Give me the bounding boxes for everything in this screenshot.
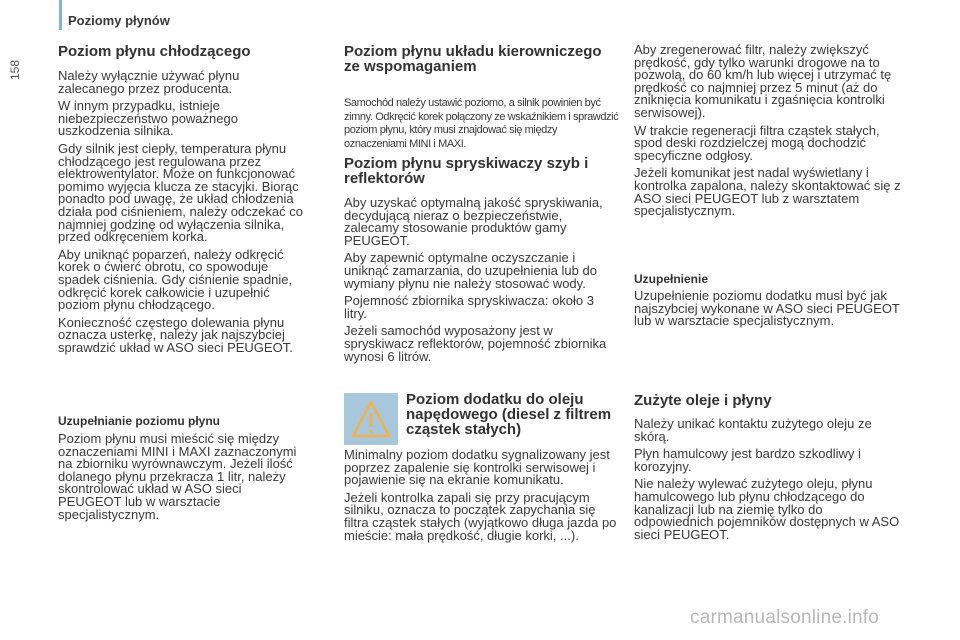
steering-title: Poziom płynu układu kierowniczego ze wspomaganiem [344, 43, 602, 75]
used-oils-title: Zużyte oleje i płyny [634, 392, 772, 409]
refill-title: Uzupełnianie poziomu płynu [58, 414, 220, 428]
topup-paragraph: Uzupełnienie poziomu dodatku musi być jak najszybciej wykonane w ASO sieci PEUGEOT lub w warsztacie specjalistycznym. [634, 288, 900, 329]
topup-section [634, 272, 902, 286]
coolant-paragraph: Gdy silnik jest ciepły, temperatura płynu chłodzącego jest regulowana przez elektrowentylator. Może on funkcjonować pomimo wyjęcia klucza ze stacyjki. Biorąc ponadto pod uwagę, że układ chłodzenia działa pod ciśnieniem, należy odczekać co najmniej godzinę od wyłączenia silnika, przed odkręceniem korka. [58, 140, 303, 245]
washer-paragraph: Pojemność zbiornika spryskiwacza: około 3 litry. [344, 293, 594, 321]
header-accent-bar [59, 0, 62, 30]
additive-paragraph: Jeżeli kontrolka zapali się przy pracującym silniku, oznacza to początek zapychania się filtra cząstek stałych (wyjątkowo długa jazda po mieście: mała prędkość, długie korki, ...). [344, 489, 617, 543]
regen-body [634, 44, 902, 223]
topup-body [634, 290, 902, 333]
coolant-paragraph: Aby uniknąć poparzeń, należy odkręcić korek o ćwierć obrotu, co spowoduje spadek ciśnienia. Gdy ciśnienie spadnie, odkręcić korek całkowicie i uzupełnić poziom płynu chłodzącego. [58, 246, 293, 313]
topup-title: Uzupełnienie [634, 272, 709, 286]
steering-section [344, 44, 619, 74]
coolant-section [58, 44, 303, 59]
page-header-title: Poziomy płynów [68, 13, 170, 28]
used-oils-section [634, 393, 902, 408]
refill-paragraph: Poziom płynu musi mieścić się między oznaczeniami MINI i MAXI zaznaczonymi na zbiorniku wyrównawczym. Jeżeli ilość dolanego płynu przekracza 1 litr, należy skontrolować układ w ASO sieci PEUGEOT lub w warsztacie specjalistycznym. [58, 431, 297, 522]
coolant-paragraph: Należy wyłącznie używać płynu zalecanego przez producenta. [58, 68, 240, 96]
used-oils-paragraph: Należy unikać kontaktu zużytego oleju ze skórą. [634, 416, 872, 444]
additive-paragraph: Minimalny poziom dodatku sygnalizowany jest poprzez zapalenie się kontrolki serwisowej i pojawienie się na ekranie komunikatu. [344, 447, 610, 488]
coolant-paragraph: W innym przypadku, istnieje niebezpieczeństwo poważnego uszkodzenia silnika. [58, 98, 238, 139]
steering-body [344, 97, 619, 156]
regen-paragraph: Jeżeli komunikat jest nadal wyświetlany i kontrolka zapalona, należy skontaktować się z ASO sieci PEUGEOT lub z warsztatem specjalistycznym. [634, 165, 901, 219]
washer-paragraph: Aby uzyskać optymalną jakość spryskiwania, decydującą nieraz o bezpieczeństwie, zalecamy stosowanie produktów gamy PEUGEOT. [344, 195, 603, 248]
coolant-body [58, 70, 303, 359]
regen-paragraph: W trakcie regeneracji filtra cząstek stałych, spod deski rozdzielczej mogą dochodzić specyficzne odgłosy. [634, 122, 880, 163]
used-oils-paragraph: Płyn hamulcowy jest bardzo szkodliwy i korozyjny. [634, 446, 861, 474]
page-number: 158 [8, 60, 22, 81]
additive-title: Poziom dodatku do oleju napędowego (diesel z filtrem cząstek stałych) [406, 391, 612, 438]
washer-paragraph: Aby zapewnić optymalne oczyszczanie i uniknąć zamarzania, do uzupełnienia lub do wymiany płynu nie należy stosować wody. [344, 250, 597, 291]
additive-section [406, 392, 619, 437]
washer-paragraph: Jeżeli samochód wyposażony jest w spryskiwacz reflektorów, pojemność zbiornika wynosi 6 litrów. [344, 323, 607, 364]
washer-section [344, 156, 619, 186]
refill-body [58, 433, 303, 526]
refill-section [58, 414, 303, 428]
additive-body [344, 449, 619, 547]
regen-paragraph: Aby zregenerować filtr, należy zwiększyć prędkość, gdy tylko warunki drogowe na to pozwolą, do 60 km/h lub więcej i utrzymać tę prędkość co najmniej przez 5 minut (aż do zniknięcia komunikatu i zgaśnięcia kontrolki serwisowej). [634, 42, 892, 120]
washer-body [344, 197, 619, 368]
used-oils-body [634, 418, 902, 546]
warning-box [344, 393, 398, 445]
used-oils-paragraph: Nie należy wylewać zużytego oleju, płynu hamulcowego lub płynu chłodzącego do kanalizacji lub na ziemię tylko do odpowiednich pojemników dostępnych w ASO sieci PEUGEOT. [634, 476, 900, 542]
watermark: carmanualsonline.info [690, 607, 880, 628]
washer-title: Poziom płynu spryskiwaczy szyb i reflektorów [344, 155, 589, 187]
warning-triangle-icon [344, 393, 398, 445]
coolant-title: Poziom płynu chłodzącego [58, 43, 251, 60]
coolant-paragraph: Konieczność częstego dolewania płynu oznacza usterkę, należy jak najszybciej sprawdzić układ w ASO sieci PEUGEOT. [58, 314, 293, 355]
steering-paragraph: Samochód należy ustawić poziomo, a silnik powinien być zimny. Odkręcić korek połączony ze wskaźnikiem i sprawdzić poziom płynu, który musi znajdować się między oznaczeniami MINI i MAXI. [344, 97, 619, 150]
